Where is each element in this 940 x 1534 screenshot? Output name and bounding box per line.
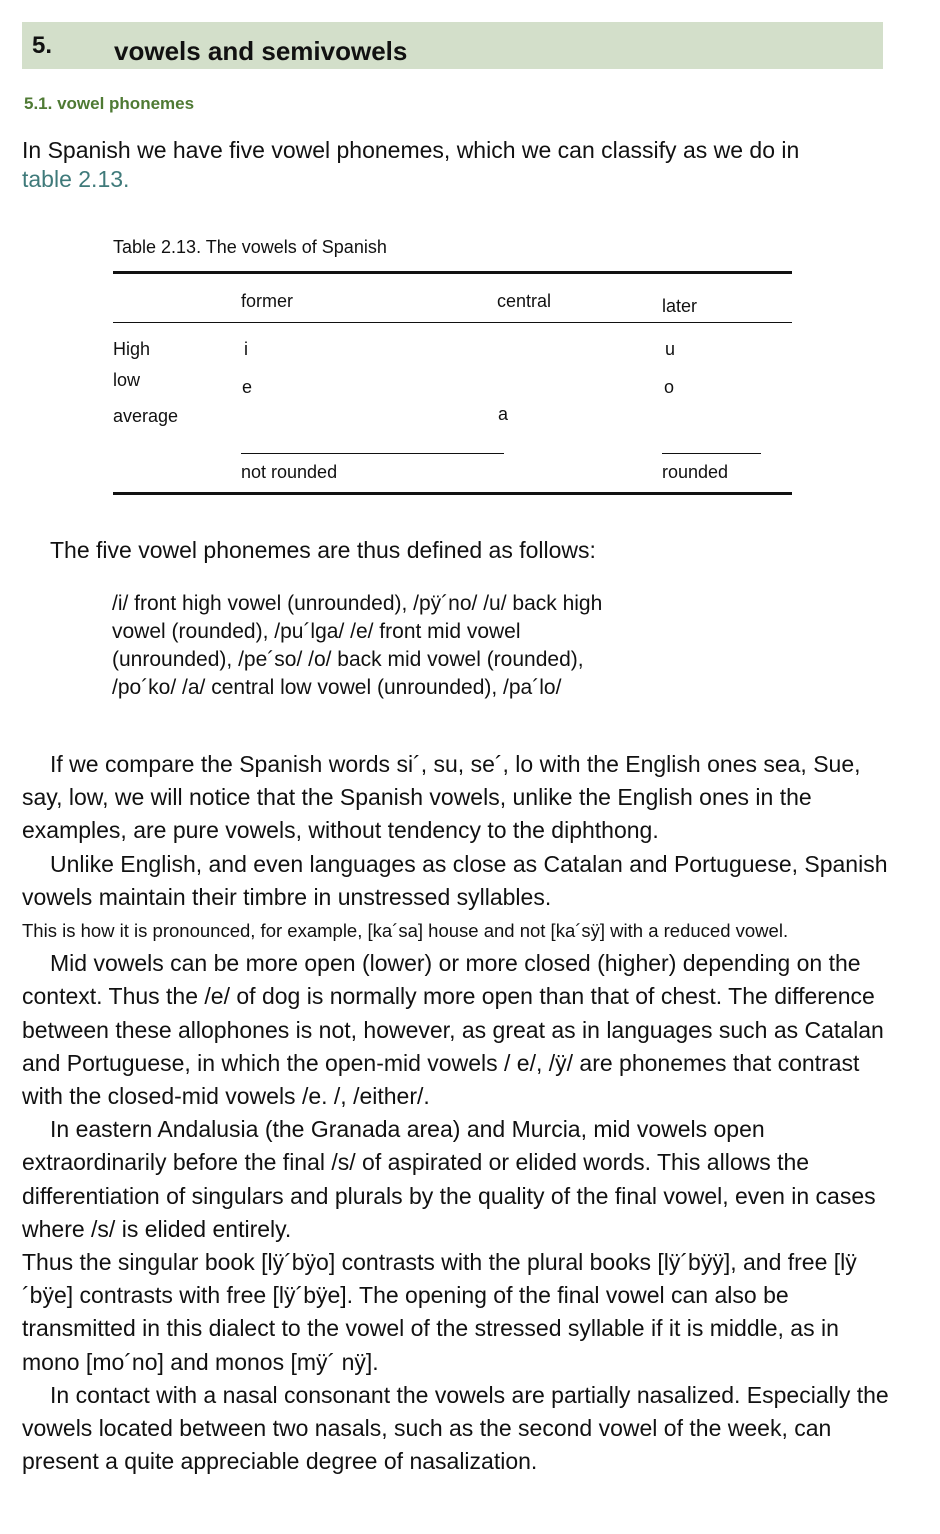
intro-text: In Spanish we have five vowel phonemes, which we can classify as we do in (22, 137, 800, 163)
cell-low-former: e (242, 377, 253, 397)
definitions-text: /i/ front high vowel (unrounded), /pÿ´no/ /u/ back high vowel (rounded), /pu´lga/ /e/ front mid vowel (unrounded), /pe´so/ /o/ back mid vowel (rounded), /po´ko/ /a/ central low vowel (unrounded), /pa´lo/ (112, 592, 603, 699)
cell-low-later: o (664, 377, 675, 397)
paragraph-example-note: This is how it is pronounced, for example, [ka´sa] house and not [ka´sÿ] with a reduced vowel. (22, 920, 789, 942)
paragraph-singular-plural: Thus the singular book [lÿ´bÿo] contrasts with the plural books [lÿ´bÿÿ], and free [lÿ´bÿe] contrasts with free [lÿ´bÿe]. The opening of the final vowel can also be transmitted in this dialect to the vowel of the stressed syllable if it is middle, as in mono [mo´no] and monos [mÿ´ nÿ]. (22, 1249, 857, 1375)
row-label-average: average (113, 406, 179, 426)
definitions-intro: The five vowel phonemes are thus defined as follows: (50, 537, 596, 563)
column-header-central: central (497, 291, 552, 311)
intro-paragraph (22, 136, 902, 194)
subsection-title: 5.1. vowel phonemes (24, 94, 195, 113)
cell-average-central: a (498, 404, 509, 424)
paragraph-andalusia: In eastern Andalusia (the Granada area) and Murcia, mid vowels open extraordinarily before the final /s/ of aspirated or elided words. This allows the differentiation of singulars and plurals by the quality of the final vowel, even in cases where /s/ is elided entirely. (22, 1116, 876, 1242)
rounded-group-rule (662, 453, 761, 454)
column-header-later: later (662, 296, 698, 316)
body-text (22, 748, 902, 1478)
table-header-rule (113, 322, 792, 323)
table-reference-link[interactable]: table 2.13. (22, 166, 130, 192)
row-label-low: low (113, 370, 141, 390)
paragraph-nasalization: In contact with a nasal consonant the vowels are partially nasalized. Especially the vowels located between two nasals, such as the second vowel of the week, can present a quite appreciable degree of nasalization. (22, 1381, 889, 1475)
cell-high-former: i (244, 339, 248, 359)
table-caption: Table 2.13. The vowels of Spanish (113, 237, 387, 257)
row-label-high: High (113, 339, 151, 359)
column-header-former: former (241, 291, 294, 311)
paragraph-pure-vowels: If we compare the Spanish words si´, su, se´, lo with the English ones sea, Sue, say, low, we will notice that the Spanish vowels, unlike the English ones in the examples, are pure vowels, without tendency to the diphthong. (22, 751, 861, 844)
unrounded-group-rule (241, 453, 504, 454)
table-bottom-rule (113, 492, 792, 495)
footer-not-rounded: not rounded (241, 462, 338, 482)
section-number: 5. (32, 32, 53, 59)
footer-rounded: rounded (662, 462, 729, 482)
section-title: vowels and semivowels (114, 36, 408, 66)
paragraph-unstressed-timbre: Unlike English, and even languages as close as Catalan and Portuguese, Spanish vowels maintain their timbre in unstressed syllables. (22, 850, 888, 910)
cell-high-later: u (665, 339, 676, 359)
table-top-rule (113, 271, 792, 274)
paragraph-mid-vowels: Mid vowels can be more open (lower) or more closed (higher) depending on the context. Thus the /e/ of dog is normally more open than that of chest. The difference between these allophones is not, however, as great as in languages such as Catalan and Portuguese, in which the open-mid vowels / e/, /ÿ/ are phonemes that contrast with the closed-mid vowels /e. /, /either/. (22, 950, 884, 1110)
